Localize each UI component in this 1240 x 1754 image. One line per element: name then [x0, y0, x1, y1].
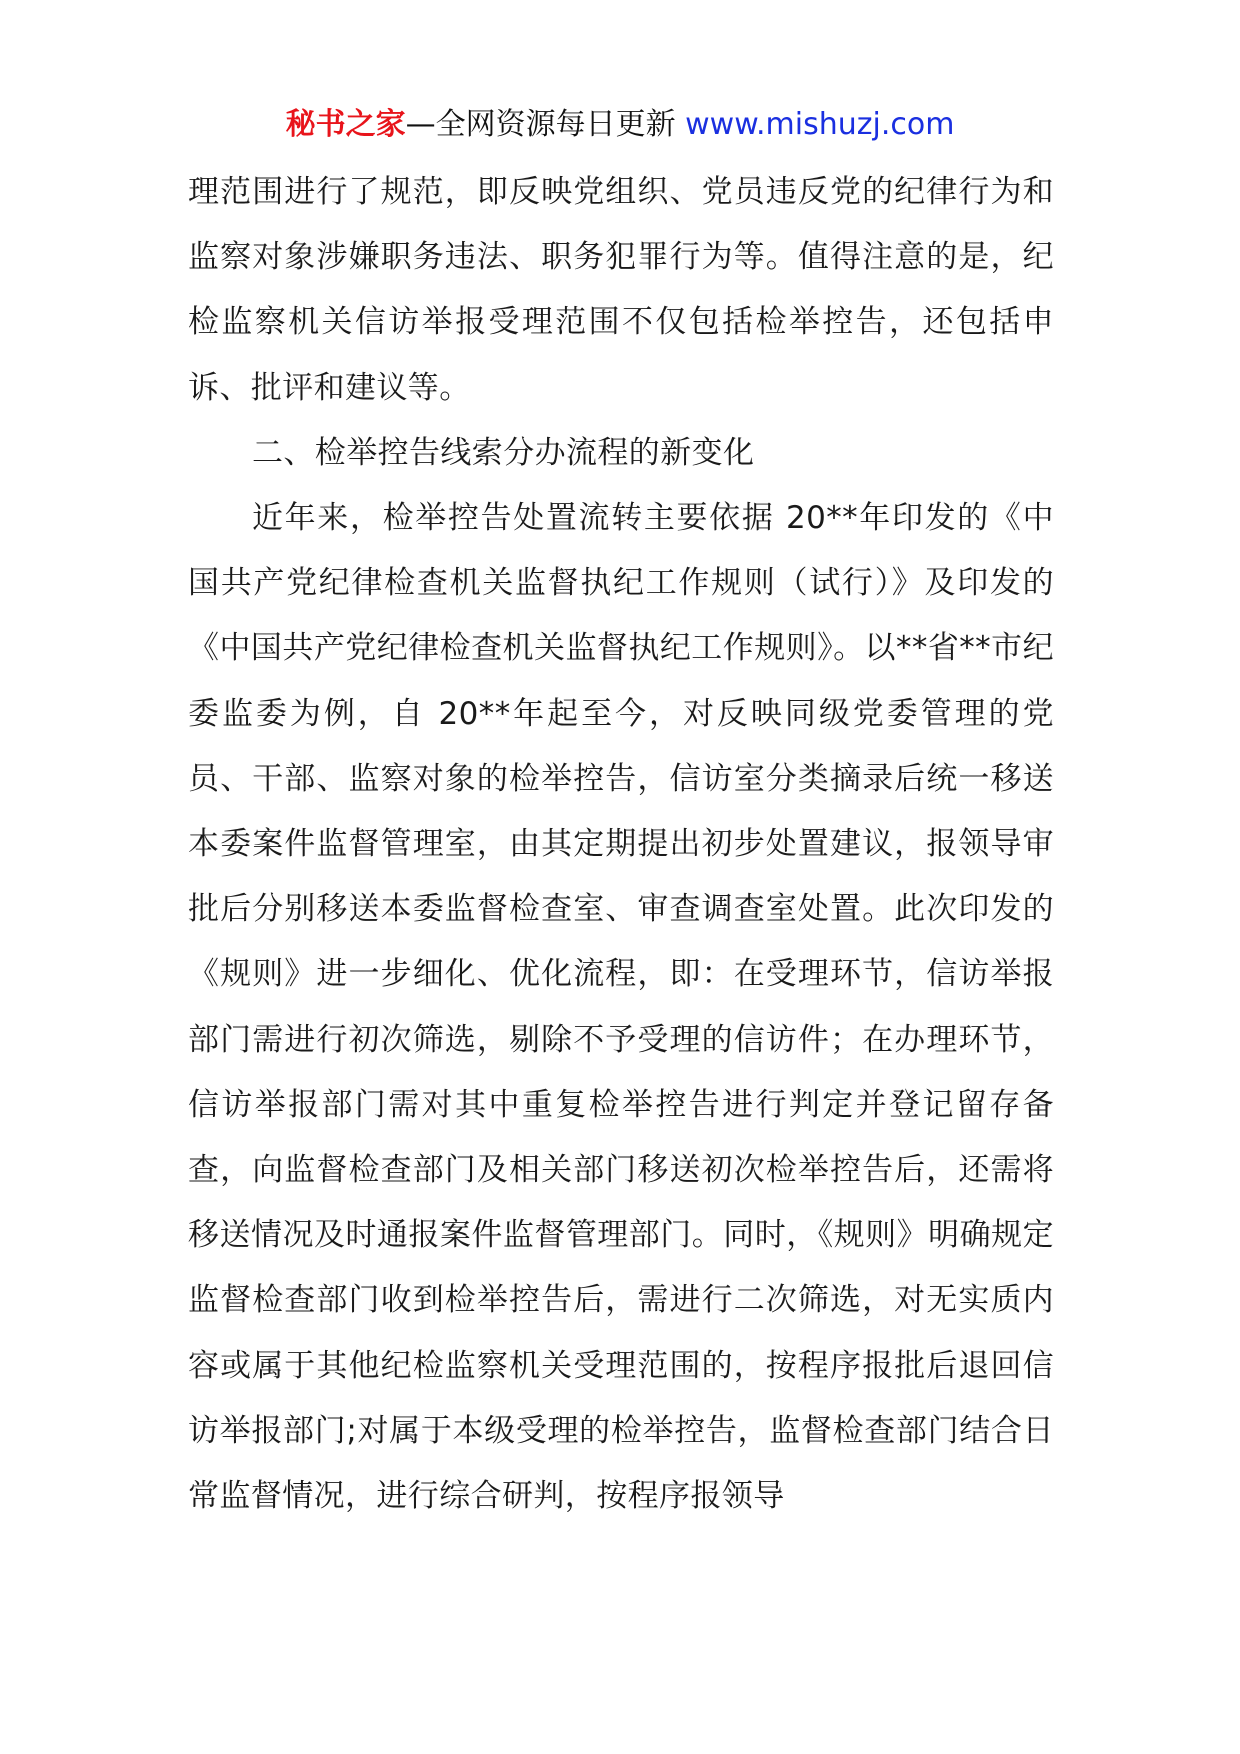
body-paragraph: 近年来，检举控告处置流转主要依据 20**年印发的《中国共产党纪律检查机关监督执纪工作规则（试行）》及印发的《中国共产党纪律检查机关监督执纪工作规则》。以**省**市纪委监委为例，自 20**年起至今，对反映同级党委管理的党员、干部、监察对象的检举控告，信访室分类摘录后统一移送本委案件监督管理室，由其定期提出初步处置建议，报领导审批后分别移送本委监督检查室、审查调查室处置。此次印发的《规则》进一步细化、优化流程，即：在受理环节，信访举报部门需进行初次筛选，剔除不予受理的信访件；在办理环节，信访举报部门需对其中重复检举控告进行判定并登记留存备查，向监督检查部门及相关部门移送初次检举控告后，还需将移送情况及时通报案件监督管理部门。同时，《规则》明确规定监督检查部门收到检举控告后，需进行二次筛选，对无实质内容或属于其他纪检监察机关受理范围的，按程序报批后退回信访举报部门;对属于本级受理的检举控告，监督检查部门结合日常监督情况，进行综合研判，按程序报领导: [188, 500, 1054, 1515]
section-heading: 二、检举控告线索分办流程的新变化: [252, 434, 755, 471]
document-body: [188, 160, 1054, 1529]
page-header: [0, 103, 1240, 147]
header-tagline: —全网资源每日更新: [405, 107, 686, 142]
body-paragraph-continued: 理范围进行了规范，即反映党组织、党员违反党的纪律行为和监察对象涉嫌职务违法、职务犯罪行为等。值得注意的是，纪检监察机关信访举报受理范围不仅包括检举控告，还包括申诉、批评和建议等。: [188, 174, 1054, 406]
brand-name: 秘书之家: [285, 107, 406, 142]
site-url-link[interactable]: www.mishuzj.com: [685, 107, 955, 142]
